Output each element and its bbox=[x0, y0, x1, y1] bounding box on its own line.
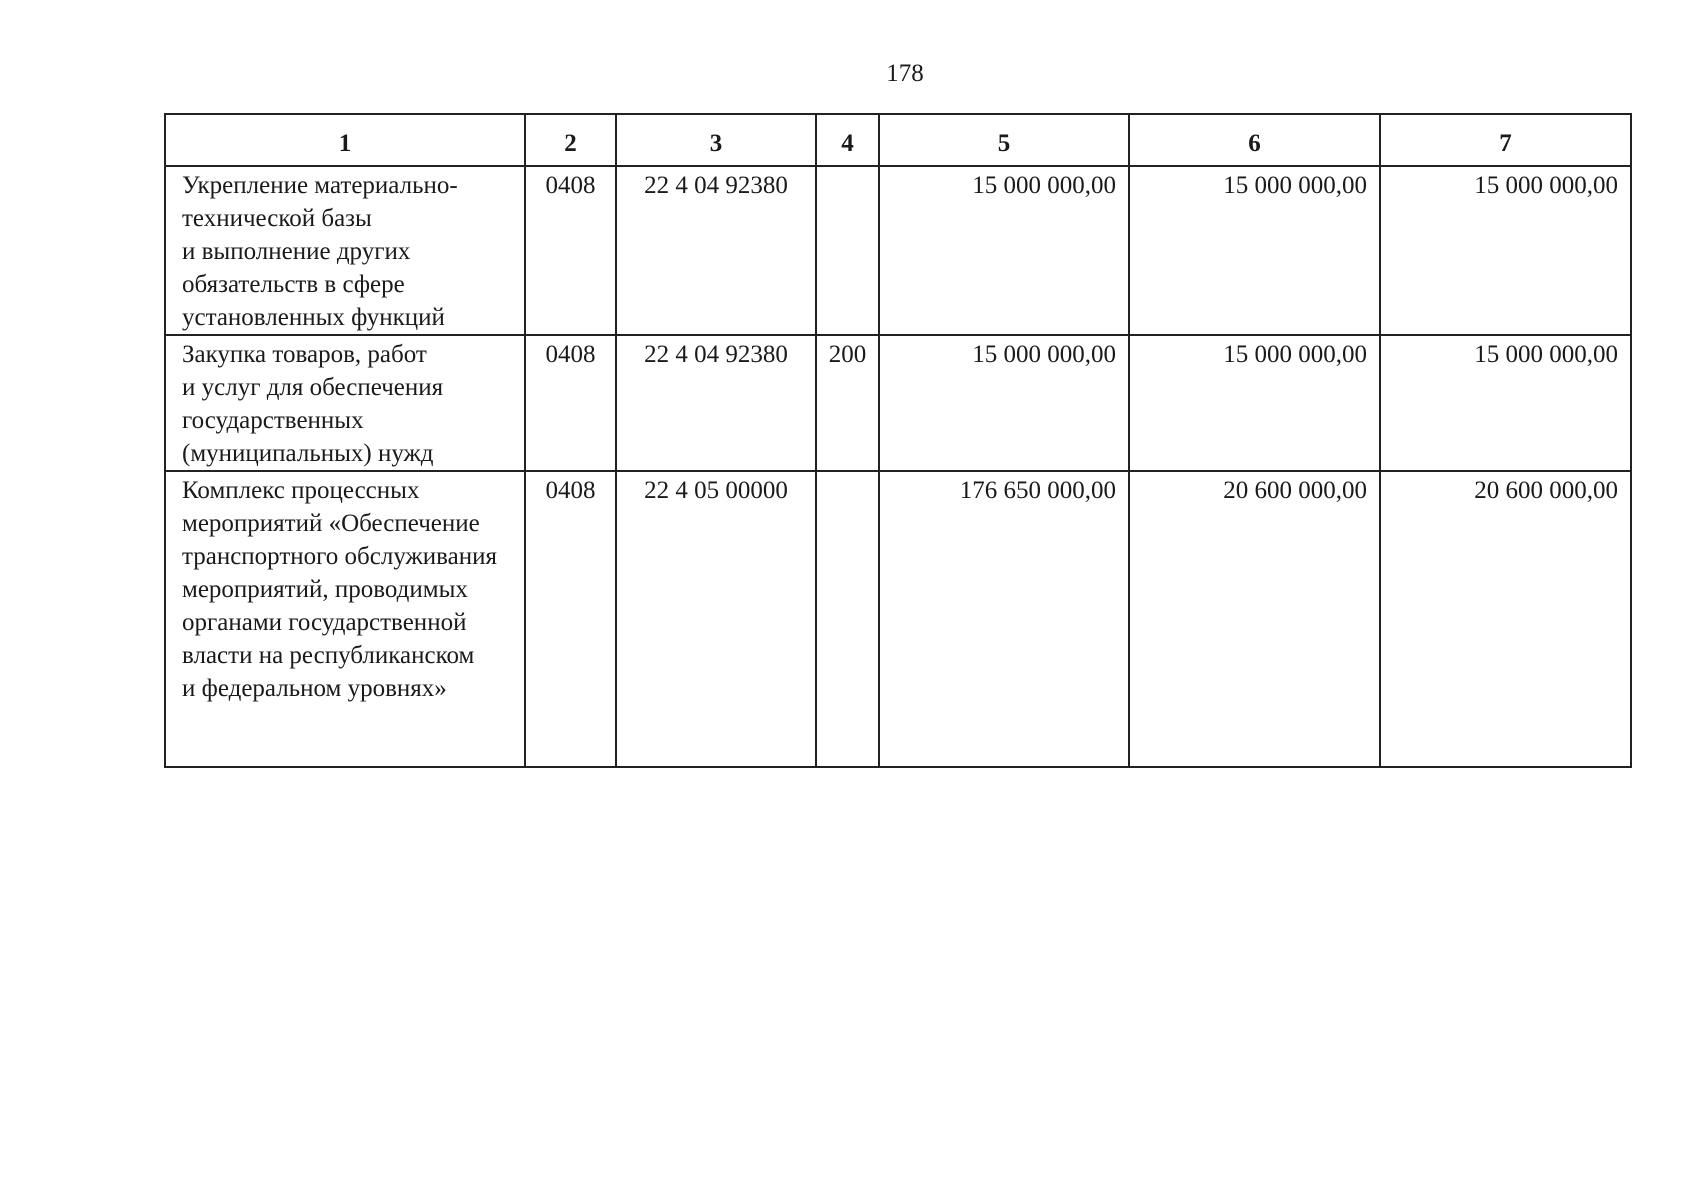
column-header-3: 3 bbox=[616, 114, 816, 166]
column-header-5: 5 bbox=[879, 114, 1129, 166]
column-header-2: 2 bbox=[525, 114, 616, 166]
row-value-6: 15 000 000,00 bbox=[1129, 335, 1380, 471]
page-number: 178 bbox=[886, 60, 924, 87]
row-value-6: 20 600 000,00 bbox=[1129, 471, 1380, 767]
budget-table-container bbox=[164, 113, 1630, 768]
row-type-code: 200 bbox=[816, 335, 879, 471]
column-header-1: 1 bbox=[165, 114, 525, 166]
column-header-4: 4 bbox=[816, 114, 879, 166]
row-section-code: 0408 bbox=[525, 471, 616, 767]
row-value-5: 15 000 000,00 bbox=[879, 335, 1129, 471]
row-type-code bbox=[816, 166, 879, 335]
row-value-7: 20 600 000,00 bbox=[1380, 471, 1631, 767]
row-type-code bbox=[816, 471, 879, 767]
row-name: Комплекс процессных мероприятий «Обеспечение транспортного обслуживания мероприятий, проводимых органами государственной власти на республиканском и федеральном уровнях» bbox=[165, 471, 525, 767]
row-section-code: 0408 bbox=[525, 335, 616, 471]
row-value-5: 176 650 000,00 bbox=[879, 471, 1129, 767]
table-row bbox=[165, 166, 1631, 335]
budget-table bbox=[164, 113, 1632, 768]
row-target-code: 22 4 05 00000 bbox=[616, 471, 816, 767]
row-name: Укрепление материально-технической базы и выполнение других обязательств в сфере установленных функций bbox=[165, 166, 525, 335]
table-row bbox=[165, 471, 1631, 767]
row-value-7: 15 000 000,00 bbox=[1380, 166, 1631, 335]
row-value-7: 15 000 000,00 bbox=[1380, 335, 1631, 471]
row-value-5: 15 000 000,00 bbox=[879, 166, 1129, 335]
row-section-code: 0408 bbox=[525, 166, 616, 335]
row-target-code: 22 4 04 92380 bbox=[616, 335, 816, 471]
column-header-6: 6 bbox=[1129, 114, 1380, 166]
table-header-row bbox=[165, 114, 1631, 166]
table-row bbox=[165, 335, 1631, 471]
column-header-7: 7 bbox=[1380, 114, 1631, 166]
row-name: Закупка товаров, работ и услуг для обеспечения государственных (муниципальных) нужд bbox=[165, 335, 525, 471]
row-target-code: 22 4 04 92380 bbox=[616, 166, 816, 335]
row-value-6: 15 000 000,00 bbox=[1129, 166, 1380, 335]
